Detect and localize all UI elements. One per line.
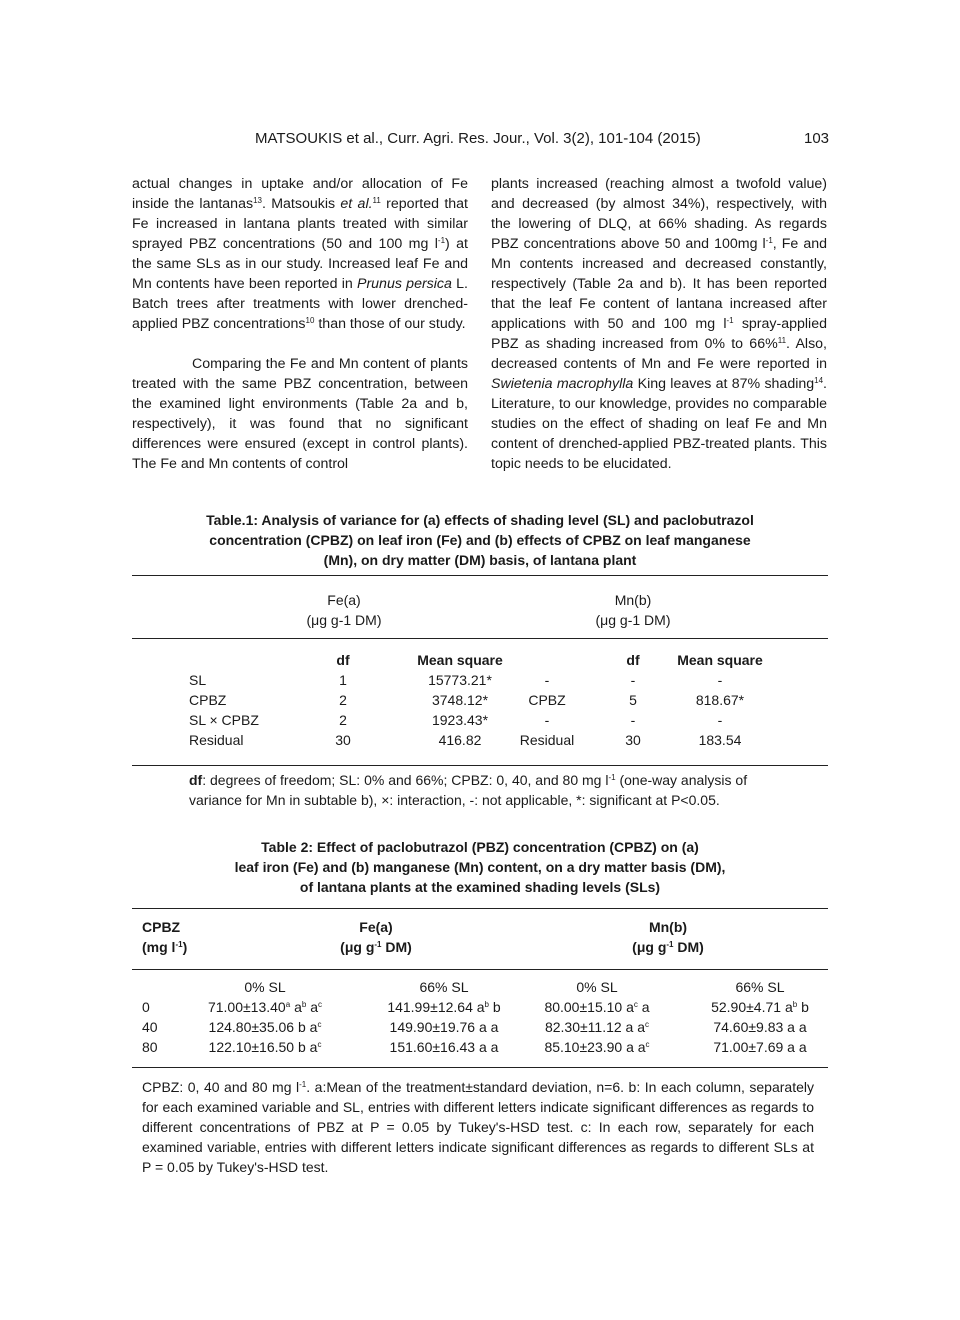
right-paragraph-1: plants increased (reaching almost a twofold value) and decreased (by almost 34%), respectively, with the lowering of DLQ, at 66% shading. As regards PBZ concentrations above 50 and 100mg $l^{-1}$, Fe and Mn contents increased and decreased constantly, respectively (Table 2a and b). It has been reported that the leaf Fe content of lantana increased after applications with 50 and 100 mg $l^{-1}$ spray-applied PBZ as shading increased from 0% to 66%$^{11}$. Also, decreased contents of Mn and Fe were reported in Swietenia macrophylla King leaves at 87% shading$^{14}$. Literature, to our knowledge, provides no comparable studies on the effect of shading on leaf Fe and Mn content of drenched-applied PBZ-treated plants. This topic needs to be elucidated. — [491, 176, 827, 472]
table2-subheader-sl: 66% SL — [419, 979, 469, 995]
table1-header-df-b: df — [626, 652, 640, 668]
table2-cell-value: 85.10±23.90 a $a^c$ — [544, 1039, 650, 1055]
left-paragraph-2: Comparing the Fe and Mn content of plants treated with the same PBZ concentration, between the examined light environments (Table 2a and b, respectively), it was found that no significant differences were ensured (except in control plants). The Fe and Mn contents of control — [132, 356, 468, 472]
table1-cell-ms_b: 183.54 — [698, 732, 742, 748]
table1-cell-df_a: 30 — [335, 732, 351, 748]
table2-subheader-sl: 0% SL — [244, 979, 286, 995]
table2-cell-value: 124.80±35.06 b $a^c$ — [208, 1019, 322, 1035]
table1-group-mn-unit: (μg g-1 DM) — [595, 612, 671, 628]
table2-caption-line: Table 2: Effect of paclobutrazol (PBZ) concentration (CPBZ) on (a) — [261, 839, 699, 855]
page-number: 103 — [804, 130, 830, 147]
table2-cell-value: 149.90±19.76 a a — [389, 1019, 499, 1035]
table1-cell-df_b: - — [630, 712, 636, 728]
table2-cell-value: 52.90±4.71 $a^b$ b — [711, 999, 809, 1015]
table1-cell-src_b: - — [544, 672, 550, 688]
table1-cell-ms_a: 15773.21* — [428, 672, 492, 688]
table2-group-fe-title: Fe(a) — [359, 919, 393, 935]
table1-cell-ms_b: - — [717, 672, 723, 688]
table2-bottom-rule — [132, 1067, 828, 1068]
left-paragraph-1: actual changes in uptake and/or allocation of Fe inside the lantanas$^{13}$. Matsoukis et al.$^{11}$ reported that Fe increased in lantana plants treated with similar sprayed PBZ concentrations (50 and 100 mg $l^{-1}$) at the same SLs as in our study. Increased leaf Fe and Mn contents have been reported in Prunus persica L. Batch trees after treatments with lower drenched-applied PBZ concentrations$^{10}$ than those of our study. — [132, 176, 468, 332]
table2-cell-value: 151.60±16.43 a a — [389, 1039, 499, 1055]
table1-cell-src_b: - — [544, 712, 550, 728]
table1-top-rule — [132, 575, 828, 576]
table1-group-mn-title: Mn(b) — [614, 592, 652, 608]
table2-cell-cpbz: 80 — [142, 1039, 158, 1055]
table2-cell-value: 80.00±15.10 $a^c$ a — [544, 999, 650, 1015]
table1-cell-df_a: 2 — [339, 692, 347, 708]
table2-cell-value: 122.10±16.50 b $a^c$ — [208, 1039, 322, 1055]
table1-group-fe-unit: (μg g-1 DM) — [306, 612, 382, 628]
table1-note-label: df — [189, 772, 203, 788]
table2-cell-value: 82.30±11.12 a $a^c$ — [544, 1019, 650, 1035]
table2-group-mn — [598, 917, 738, 957]
table2-caption — [132, 837, 828, 897]
table1-cell-ms_a: 1923.43* — [431, 712, 489, 728]
table2-header-cpbz — [142, 917, 187, 957]
right-column — [491, 174, 827, 474]
table2-cell-cpbz: 0 — [142, 999, 150, 1015]
table1-group-mn — [573, 590, 693, 630]
table1-cell-src_a: CPBZ — [189, 692, 227, 708]
table1-group-fe — [284, 590, 404, 630]
table1-header-ms-a: Mean square — [417, 652, 503, 668]
running-head: MATSOUKIS et al., Curr. Agri. Res. Jour., Vol. 3(2), 101-104 (2015) — [255, 130, 701, 147]
table1-cell-src_b: CPBZ — [528, 692, 566, 708]
table1-caption-line: (Mn), on dry matter (DM) basis, of lantana plant — [323, 552, 637, 568]
table1-cell-ms_a: 416.82 — [438, 732, 482, 748]
table1-cell-src_a: SL — [189, 672, 207, 688]
table1-caption — [132, 510, 828, 570]
table2-cell-value: 71.00±7.69 a a — [713, 1039, 807, 1055]
table2-group-fe — [306, 917, 446, 957]
table2-group-mn-unit: (μg $g^{-1}$ DM) — [632, 939, 704, 955]
table1-cell-ms_a: 3748.12* — [431, 692, 489, 708]
table2-cell-value: 71.00±13.40$^a$ $a^b$ $a^c$ — [207, 999, 323, 1015]
table2-group-fe-unit: (μg $g^{-1}$ DM) — [340, 939, 412, 955]
table2-cell-cpbz: 40 — [142, 1019, 158, 1035]
table1-note-text: : degrees of freedom; SL: 0% and 66%; CPBZ: 0, 40, and 80 mg $l^{-1}$ (one-way analysis of variance for Mn in subtable b), ×: interaction, -: not applicable, *: significant at P<0.05. — [189, 772, 748, 808]
table1-mid-rule — [132, 638, 828, 639]
table2-mid-rule — [132, 969, 828, 970]
table2-cell-value: 74.60±9.83 a a — [713, 1019, 807, 1035]
table2-caption-line: of lantana plants at the examined shading levels (SLs) — [299, 879, 661, 895]
table2-header-cpbz-unit: (mg $l^{-1}$) — [142, 939, 188, 955]
table2-header-cpbz-title: CPBZ — [142, 919, 181, 935]
table1-cell-ms_b: - — [717, 712, 723, 728]
table2-cell-value: 141.99±12.64 $a^b$ b — [387, 999, 501, 1015]
table2-group-mn-title: Mn(b) — [648, 919, 688, 935]
table1-header-ms-b: Mean square — [677, 652, 763, 668]
table2-subheader-sl: 0% SL — [576, 979, 618, 995]
table1-group-fe-title: Fe(a) — [327, 592, 361, 608]
table1-cell-df_a: 1 — [339, 672, 347, 688]
table1-cell-df_a: 2 — [339, 712, 347, 728]
left-column — [132, 174, 468, 474]
table1-bottom-rule — [132, 765, 828, 766]
table2-subheader-sl: 66% SL — [735, 979, 785, 995]
table1-cell-src_b: Residual — [519, 732, 575, 748]
table1-cell-ms_b: 818.67* — [695, 692, 745, 708]
table1-header-df-a: df — [336, 652, 350, 668]
table1-cell-df_b: - — [630, 672, 636, 688]
table2-top-rule — [132, 908, 828, 909]
table2-footnote-text: CPBZ: 0, 40 and 80 mg $l^{-1}$. a:Mean of the treatment±standard deviation, n=6. b: In each column, separately for each examined variable and SL, entries with different letters indicate significant differences as regards to different concentrations of PBZ at P = 0.05 by Tukey's-HSD test. c: In each row, separately for each examined variable, entries with different letters indicate significant differences as regards to different SLs at P = 0.05 by Tukey's-HSD test. — [142, 1079, 814, 1175]
table1-cell-src_a: SL × CPBZ — [189, 712, 259, 728]
table2-caption-line: leaf iron (Fe) and (b) manganese (Mn) content, on a dry matter basis (DM), — [234, 859, 726, 875]
table2-footnote — [142, 1077, 814, 1177]
table1-caption-line: concentration (CPBZ) on leaf iron (Fe) and (b) effects of CPBZ on leaf manganese — [209, 532, 751, 548]
table1-cell-df_b: 5 — [629, 692, 637, 708]
table1-note — [189, 770, 789, 810]
table1-cell-df_b: 30 — [625, 732, 641, 748]
table1-cell-src_a: Residual — [189, 732, 244, 748]
table1-caption-line: Table.1: Analysis of variance for (a) effects of shading level (SL) and paclobutrazol — [206, 512, 754, 528]
